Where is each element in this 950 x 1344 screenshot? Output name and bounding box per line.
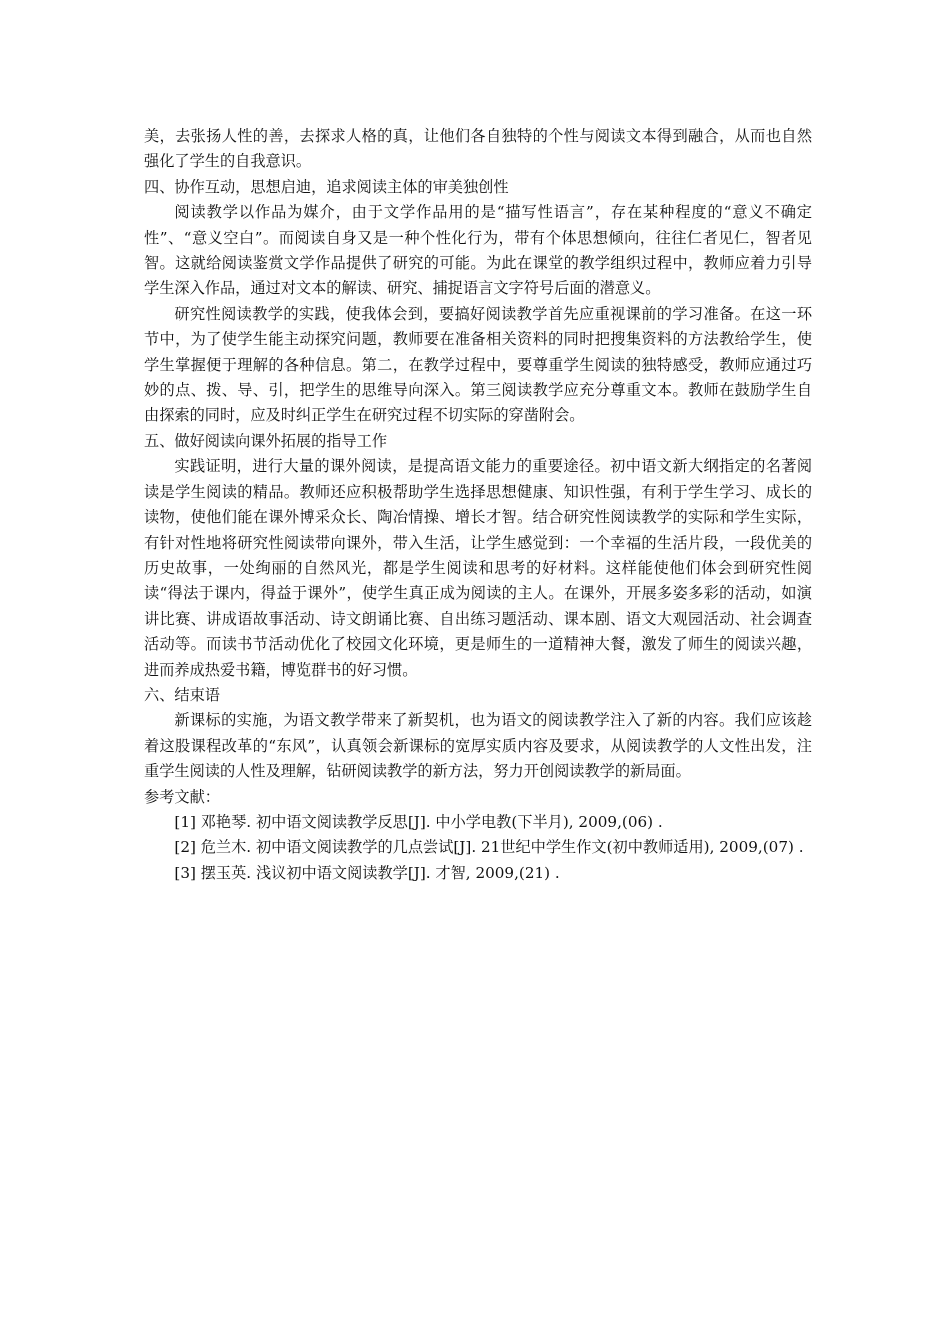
reference-item: [2] 危兰木. 初中语文阅读教学的几点尝试[J]. 21世纪中学生作文(初中教师适用), 2009,(07) .	[174, 838, 804, 857]
body-paragraph: 研究性阅读教学的实践，使我体会到，要搞好阅读教学首先应重视课前的学习准备。在这一环节中，为了使学生能主动探究问题，教师要在准备相关资料的同时把搜集资料的方法教给学生，使学生掌握便于理解的各种信息。第二，在教学过程中，要尊重学生阅读的独特感受，教师应通过巧妙的点、拨、导、引，把学生的思维导向深入。第三阅读教学应充分尊重文本。教师在鼓励学生自由探索的同时，应及时纠正学生在研究过程不切实际的穿凿附会。	[144, 304, 812, 425]
body-paragraph: 实践证明，进行大量的课外阅读，是提高语文能力的重要途径。初中语文新大纲指定的名著阅读是学生阅读的精品。教师还应积极帮助学生选择思想健康、知识性强，有利于学生学习、成长的读物，使他们能在课外博采众长、陶冶情操、增长才智。结合研究性阅读教学的实际和学生实际，有针对性地将研究性阅读带向课外，带入生活，让学生感觉到：一个幸福的生活片段，一段优美的历史故事，一处绚丽的自然风光，都是学生阅读和思考的好材料。这样能使他们体会到研究性阅读“得法于课内，得益于课外”，使学生真正成为阅读的主人。在课外，开展多姿多彩的活动，如演讲比赛、讲成语故事活动、诗文朗诵比赛、自出练习题活动、课本剧、语文大观园活动、社会调查活动等。而读书节活动优化了校园文化环境，更是师生的一道精神大餐，激发了师生的阅读兴趣，进而养成热爱书籍，博览群书的好习惯。	[144, 457, 812, 679]
reference-item: [3] 摆玉英. 浅议初中语文阅读教学[J]. 才智, 2009,(21) .	[174, 863, 560, 882]
body-paragraph: 阅读教学以作品为媒介，由于文学作品用的是“描写性语言”，存在某种程度的“意义不确定性”、“意义空白”。而阅读自身又是一种个性化行为，带有个体思想倾向，往往仁者见仁，智者见智。这就给阅读鉴赏文学作品提供了研究的可能。为此在课堂的教学组织过程中，教师应着力引导学生深入作品，通过对文本的解读、研究、捕捉语言文字符号后面的潜意义。	[144, 203, 812, 298]
body-paragraph: 新课标的实施，为语文教学带来了新契机，也为语文的阅读教学注入了新的内容。我们应该趁着这股课程改革的“东风”，认真领会新课标的宽厚实质内容及要求，从阅读教学的人文性出发，注重学生阅读的人性及理解，钻研阅读教学的新方法，努力开创阅读教学的新局面。	[144, 711, 812, 781]
references-title: 参考文献：	[144, 787, 220, 806]
section-heading-5: 五、做好阅读向课外拓展的指导工作	[144, 431, 387, 450]
reference-item: [1] 邓艳琴. 初中语文阅读教学反思[J]. 中小学电教(下半月), 2009,(06) .	[174, 812, 663, 831]
document-body	[144, 124, 812, 886]
section-heading-6: 六、结束语	[144, 685, 220, 704]
section-heading-4: 四、协作互动，思想启迪，追求阅读主体的审美独创性	[144, 177, 509, 196]
body-paragraph-continued: 美，去张扬人性的善，去探求人格的真，让他们各自独特的个性与阅读文本得到融合，从而也自然强化了学生的自我意识。	[144, 127, 812, 171]
